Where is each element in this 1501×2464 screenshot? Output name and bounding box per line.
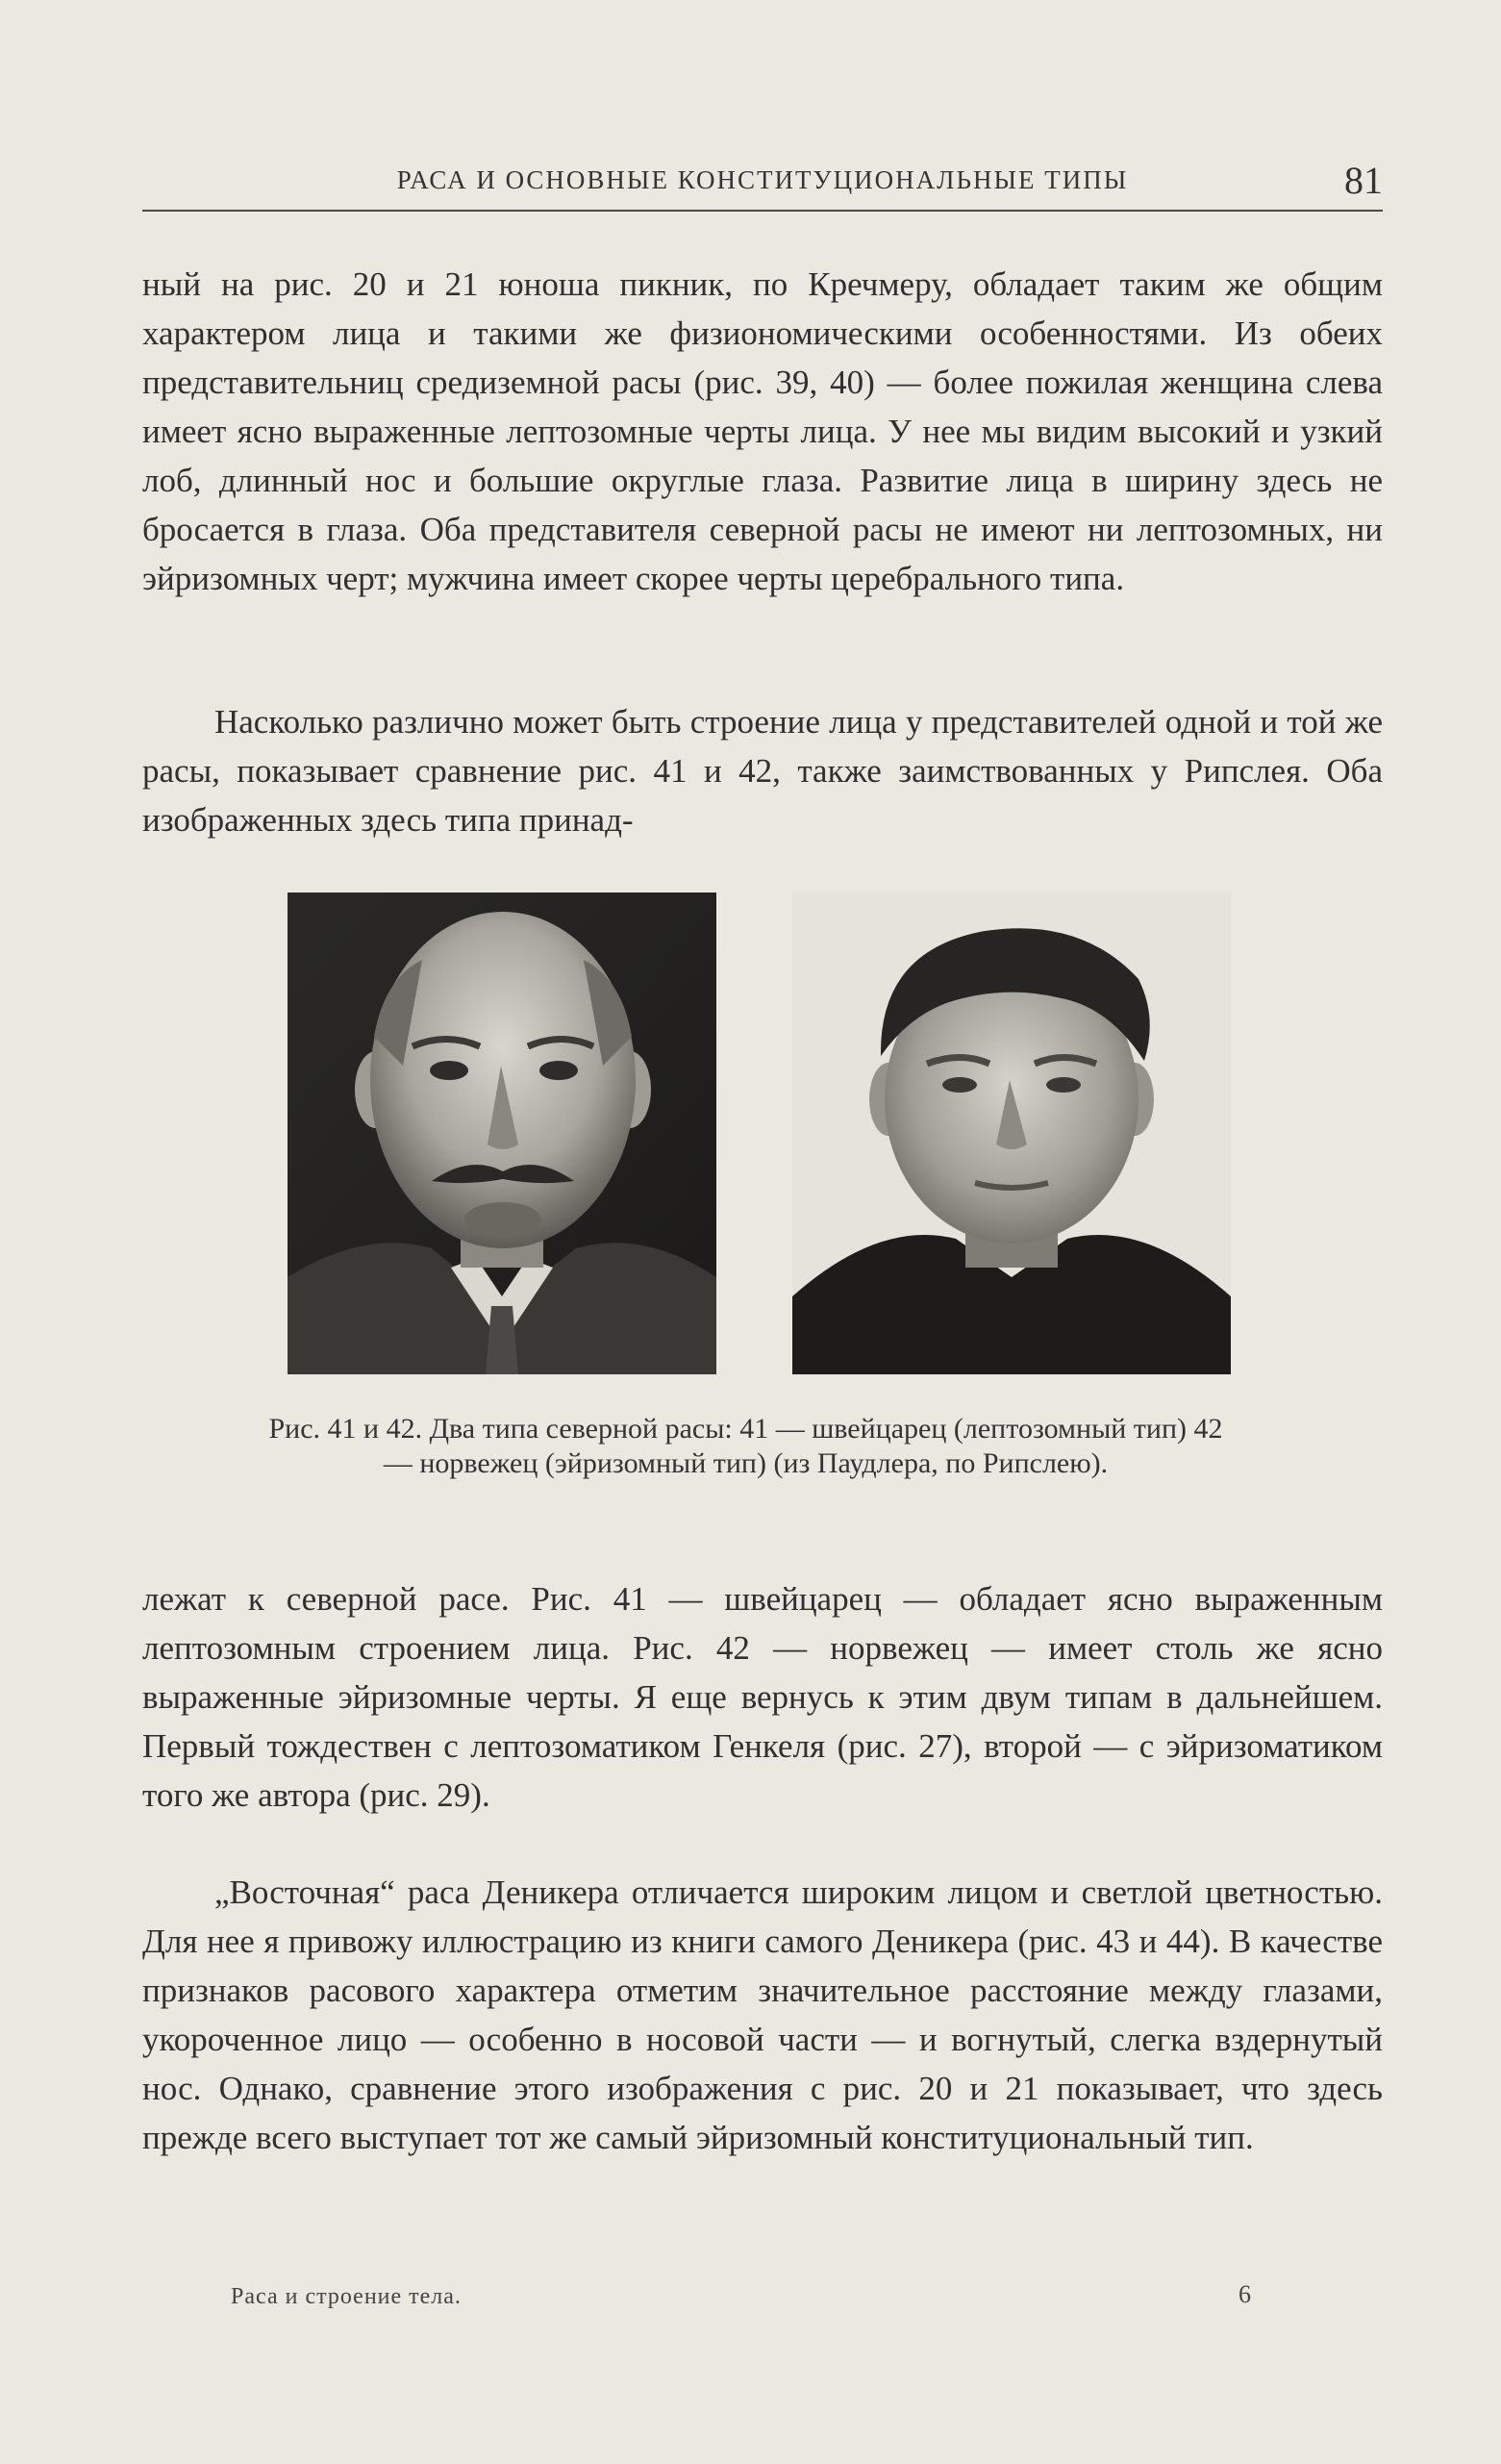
page-number: 81 xyxy=(1344,159,1383,202)
photo-fig-41-swiss-man xyxy=(288,893,716,1374)
figure-caption: Рис. 41 и 42. Два типа северной расы: 41 — швейцарец (лептозомный тип) 42 — норвежец (эйризомный тип) (из Паудлера, по Рипслею). xyxy=(268,1413,1223,1479)
paragraph-4: „Восточная“ раса Деникера отличается широким лицом и светлой цветностью. Для нее я привожу иллюстрацию из книги самого Деникера (рис. 43 и 44). В качестве признаков расового характера отметим значительное расстояние между глазами, укороченное лицо — особенно в носовой части — и вогнутый, слегка вздернутый нос. Однако, сравнение этого изображения с рис. 20 и 21 показывает, что здесь прежде всего выступает тот же самый эйризомный конституциональный тип. xyxy=(142,1873,1383,2156)
signature-mark: 6 xyxy=(1238,2280,1251,2308)
photo-fig-42-norwegian-man xyxy=(792,893,1231,1374)
footer-book-title: Раса и строение тела. xyxy=(231,2284,462,2309)
running-title: РАСА И ОСНОВНЫЕ КОНСТИТУЦИОНАЛЬНЫЕ ТИПЫ xyxy=(396,165,1129,194)
paragraph-1: ный на рис. 20 и 21 юноша пикник, по Кречмеру, обладает таким же общим характером лица и такими же физиономическими особенностями. Из обеих представительниц средиземной расы (рис. 39, 40) — более пожилая женщина слева имеет ясно выраженные лептозомные черты лица. У нее мы видим высокий и узкий лоб, длинный нос и большие округлые глаза. Развитие лица в ширину здесь не бросается в глаза. Оба представителя северной расы не имеют ни лептозомных, ни эйризомных черт; мужчина имеет скорее черты церебрального типа. xyxy=(142,265,1383,597)
paragraph-3: лежат к северной расе. Рис. 41 — швейцарец — обладает ясно выраженным лептозомным строением лица. Рис. 42 — норвежец — имеет столь же ясно выраженные эйризомные черты. Я еще вернусь к этим двум типам в дальнейшем. Первый тождествен с лептозоматиком Генкеля (рис. 27), второй — с эйризоматиком того же автора (рис. 29). xyxy=(142,1580,1383,1814)
running-header xyxy=(142,159,1383,212)
paragraph-2: Насколько различно может быть строение лица у представителей одной и той же расы, показывает сравнение рис. 41 и 42, также заимствованных у Рипслея. Оба изображенных здесь типа принад- xyxy=(142,703,1383,839)
